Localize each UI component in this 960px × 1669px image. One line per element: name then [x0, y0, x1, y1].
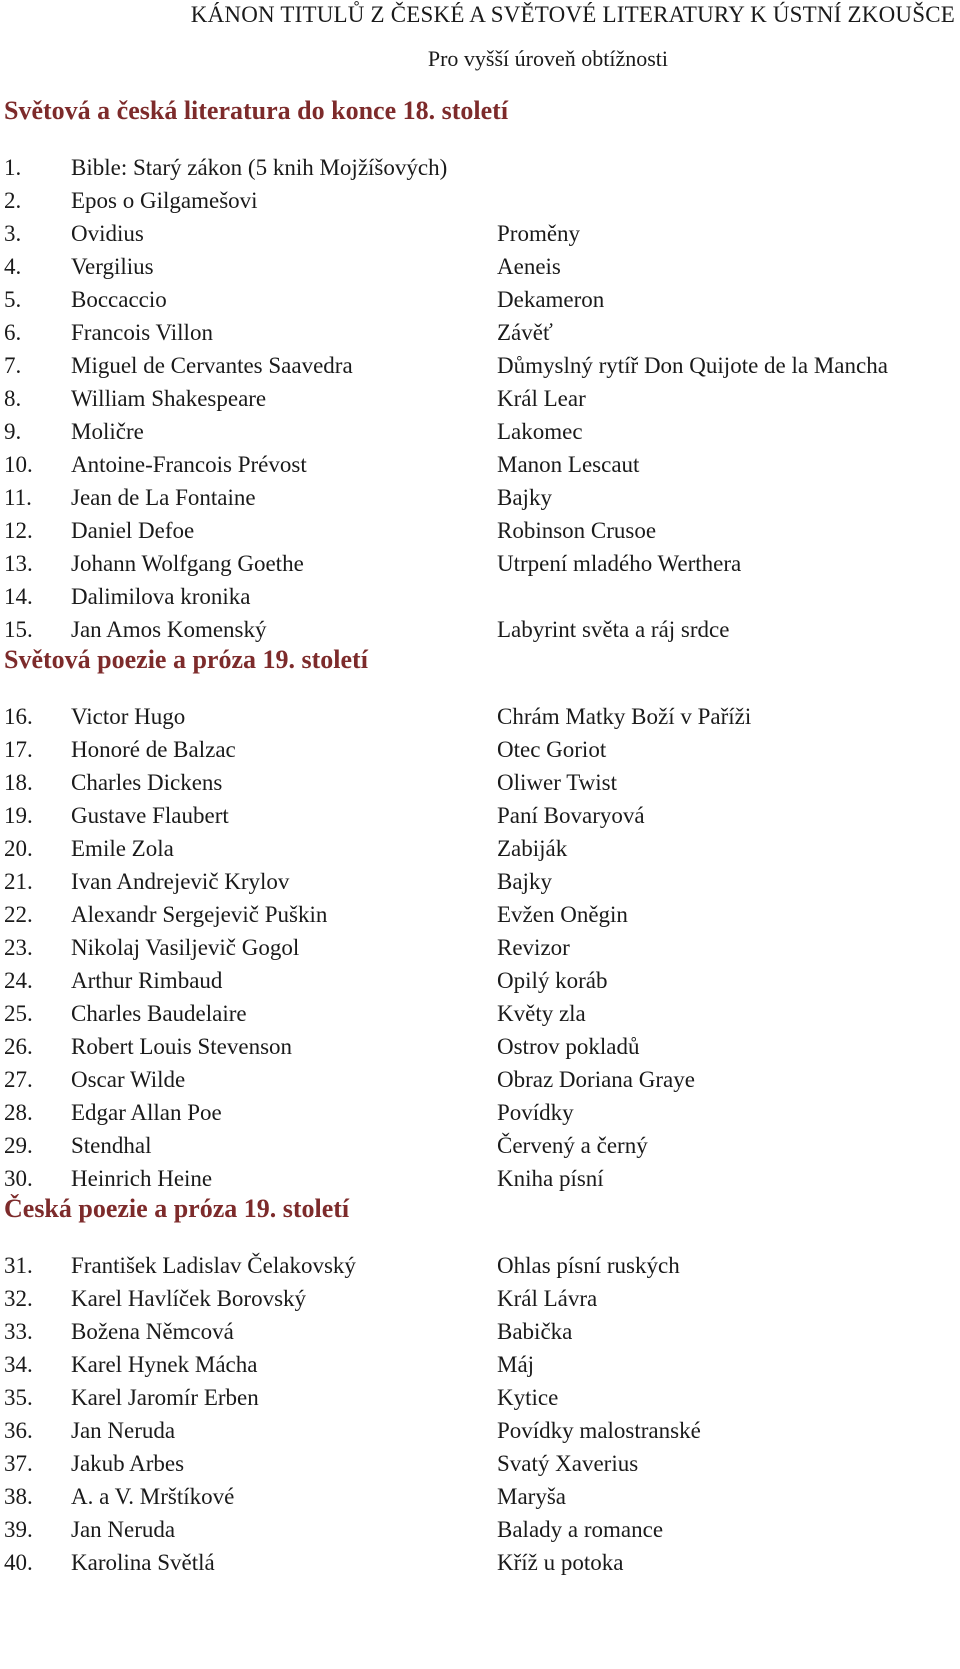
section-1 — [0, 98, 960, 651]
item-number: 23. — [4, 935, 33, 960]
item-author: Arthur Rimbaud — [71, 968, 223, 993]
item-work: Král Lávra — [497, 1286, 598, 1311]
list-item — [0, 552, 960, 585]
item-number: 2. — [4, 188, 22, 213]
list-item — [0, 1419, 960, 1452]
item-work: Ohlas písní ruských — [497, 1253, 680, 1278]
list-item — [0, 387, 960, 420]
item-work: Ostrov pokladů — [497, 1034, 640, 1059]
item-author: Moličre — [71, 419, 144, 444]
item-number: 36. — [4, 1418, 33, 1443]
item-author: A. a V. Mrštíkové — [71, 1484, 235, 1509]
item-author: Gustave Flaubert — [71, 803, 229, 828]
item-author: Johann Wolfgang Goethe — [71, 551, 304, 576]
list-item — [0, 354, 960, 387]
item-number: 8. — [4, 386, 22, 411]
item-author: Charles Dickens — [71, 770, 223, 795]
list-item — [0, 1035, 960, 1068]
item-number: 10. — [4, 452, 33, 477]
item-author: Karolina Světlá — [71, 1550, 215, 1575]
item-work: Král Lear — [497, 386, 586, 411]
list-item — [0, 288, 960, 321]
item-work: Aeneis — [497, 254, 561, 279]
item-number: 11. — [4, 485, 32, 510]
list-item — [0, 1254, 960, 1287]
item-author: Robert Louis Stevenson — [71, 1034, 293, 1059]
item-work: Babička — [497, 1319, 573, 1344]
item-work: Květy zla — [497, 1001, 586, 1026]
list-item — [0, 1551, 960, 1584]
section-2 — [0, 647, 960, 1200]
item-author: Jan Neruda — [71, 1517, 176, 1542]
item-author: Charles Baudelaire — [71, 1001, 247, 1026]
item-number: 5. — [4, 287, 22, 312]
item-work: Kříž u potoka — [497, 1550, 624, 1575]
item-author: Jakub Arbes — [71, 1451, 185, 1476]
item-number: 40. — [4, 1550, 33, 1575]
item-author: Jan Amos Komenský — [71, 617, 267, 642]
item-work: Kytice — [497, 1385, 559, 1410]
item-work: Máj — [497, 1352, 535, 1377]
item-number: 15. — [4, 617, 33, 642]
list-item — [0, 738, 960, 771]
item-author: Honoré de Balzac — [71, 737, 236, 762]
item-author: Francois Villon — [71, 320, 213, 345]
list-item — [0, 1452, 960, 1485]
item-work: Dekameron — [497, 287, 605, 312]
item-work: Paní Bovaryová — [497, 803, 645, 828]
list-item — [0, 903, 960, 936]
item-number: 31. — [4, 1253, 33, 1278]
item-number: 37. — [4, 1451, 33, 1476]
list-item — [0, 420, 960, 453]
item-author: Epos o Gilgamešovi — [71, 188, 258, 213]
list-item — [0, 1134, 960, 1167]
section-heading: Světová a česká literatura do konce 18. století — [4, 96, 509, 125]
item-author: Karel Jaromír Erben — [71, 1385, 259, 1410]
item-work: Utrpení mladého Werthera — [497, 551, 742, 576]
item-work: Robinson Crusoe — [497, 518, 657, 543]
item-work: Chrám Matky Boží v Paříži — [497, 704, 752, 729]
item-work: Evžen Oněgin — [497, 902, 628, 927]
section-heading: Světová poezie a próza 19. století — [4, 645, 368, 674]
item-number: 34. — [4, 1352, 33, 1377]
item-number: 30. — [4, 1166, 33, 1191]
item-number: 19. — [4, 803, 33, 828]
item-author: Miguel de Cervantes Saavedra — [71, 353, 353, 378]
item-number: 9. — [4, 419, 22, 444]
list-item — [0, 804, 960, 837]
item-author: Daniel Defoe — [71, 518, 195, 543]
list-item — [0, 189, 960, 222]
item-number: 25. — [4, 1001, 33, 1026]
item-author: František Ladislav Čelakovský — [71, 1253, 356, 1278]
list-item — [0, 1068, 960, 1101]
item-author: William Shakespeare — [71, 386, 267, 411]
list-item — [0, 870, 960, 903]
item-author: Božena Němcová — [71, 1319, 234, 1344]
item-number: 22. — [4, 902, 33, 927]
item-work: Kniha písní — [497, 1166, 604, 1191]
list-item — [0, 1485, 960, 1518]
list-item — [0, 585, 960, 618]
item-work: Obraz Doriana Graye — [497, 1067, 695, 1092]
list-item — [0, 486, 960, 519]
item-number: 24. — [4, 968, 33, 993]
item-work: Červený a černý — [497, 1133, 648, 1158]
item-work: Oliwer Twist — [497, 770, 617, 795]
item-work: Labyrint světa a ráj srdce — [497, 617, 730, 642]
item-author: Vergilius — [71, 254, 154, 279]
section-3 — [0, 1196, 960, 1584]
item-author: Jean de La Fontaine — [71, 485, 256, 510]
item-work: Závěť — [497, 320, 553, 345]
page-subtitle: Pro vyšší úroveň obtížnosti — [427, 46, 668, 71]
item-number: 21. — [4, 869, 33, 894]
item-work: Proměny — [497, 221, 581, 246]
list-item — [0, 222, 960, 255]
list-item — [0, 156, 960, 189]
item-number: 17. — [4, 737, 33, 762]
item-author: Victor Hugo — [71, 704, 186, 729]
item-work: Maryša — [497, 1484, 566, 1509]
page-title: KÁNON TITULŮ Z ČESKÉ A SVĚTOVÉ LITERATURY K ÚSTNÍ ZKOUŠCE — [190, 2, 955, 27]
list-item — [0, 1287, 960, 1320]
item-author: Heinrich Heine — [71, 1166, 213, 1191]
item-author: Antoine-Francois Prévost — [71, 452, 307, 477]
item-author: Dalimilova kronika — [71, 584, 251, 609]
item-author: Bible: Starý zákon (5 knih Mojžíšových) — [71, 155, 448, 180]
item-author: Boccaccio — [71, 287, 167, 312]
list-item — [0, 255, 960, 288]
item-number: 29. — [4, 1133, 33, 1158]
item-work: Povídky — [497, 1100, 574, 1125]
item-number: 27. — [4, 1067, 33, 1092]
list-item — [0, 321, 960, 354]
item-work: Otec Goriot — [497, 737, 607, 762]
item-author: Jan Neruda — [71, 1418, 176, 1443]
item-author: Oscar Wilde — [71, 1067, 186, 1092]
item-number: 1. — [4, 155, 22, 180]
item-number: 20. — [4, 836, 33, 861]
list-item — [0, 705, 960, 738]
item-work: Svatý Xaverius — [497, 1451, 639, 1476]
item-author: Ivan Andrejevič Krylov — [71, 869, 290, 894]
item-author: Stendhal — [71, 1133, 152, 1158]
item-author: Alexandr Sergejevič Puškin — [71, 902, 328, 927]
section-heading: Česká poezie a próza 19. století — [4, 1194, 350, 1223]
item-work: Bajky — [497, 869, 552, 894]
item-number: 4. — [4, 254, 22, 279]
list-item — [0, 1320, 960, 1353]
item-number: 3. — [4, 221, 22, 246]
item-work: Lakomec — [497, 419, 583, 444]
item-number: 6. — [4, 320, 22, 345]
item-number: 28. — [4, 1100, 33, 1125]
item-work: Povídky malostranské — [497, 1418, 701, 1443]
item-number: 39. — [4, 1517, 33, 1542]
item-work: Důmyslný rytíř Don Quijote de la Mancha — [497, 353, 888, 378]
list-item — [0, 1353, 960, 1386]
list-item — [0, 1101, 960, 1134]
item-work: Balady a romance — [497, 1517, 664, 1542]
item-number: 14. — [4, 584, 33, 609]
item-work: Opilý koráb — [497, 968, 608, 993]
list-item — [0, 1386, 960, 1419]
list-item — [0, 936, 960, 969]
item-number: 26. — [4, 1034, 33, 1059]
item-number: 13. — [4, 551, 33, 576]
list-item — [0, 453, 960, 486]
item-author: Ovidius — [71, 221, 144, 246]
item-author: Edgar Allan Poe — [71, 1100, 222, 1125]
list-item — [0, 837, 960, 870]
item-work: Revizor — [497, 935, 570, 960]
item-work: Bajky — [497, 485, 552, 510]
list-item — [0, 519, 960, 552]
item-number: 7. — [4, 353, 22, 378]
item-author: Karel Hynek Mácha — [71, 1352, 258, 1377]
item-number: 33. — [4, 1319, 33, 1344]
list-item — [0, 969, 960, 1002]
list-item — [0, 1002, 960, 1035]
item-number: 35. — [4, 1385, 33, 1410]
item-work: Manon Lescaut — [497, 452, 640, 477]
list-item — [0, 771, 960, 804]
item-author: Nikolaj Vasiljevič Gogol — [71, 935, 300, 960]
list-item — [0, 1518, 960, 1551]
item-author: Karel Havlíček Borovský — [71, 1286, 307, 1311]
item-number: 38. — [4, 1484, 33, 1509]
item-number: 32. — [4, 1286, 33, 1311]
item-author: Emile Zola — [71, 836, 174, 861]
item-number: 12. — [4, 518, 33, 543]
item-number: 18. — [4, 770, 33, 795]
item-work: Zabiják — [497, 836, 568, 861]
item-number: 16. — [4, 704, 33, 729]
